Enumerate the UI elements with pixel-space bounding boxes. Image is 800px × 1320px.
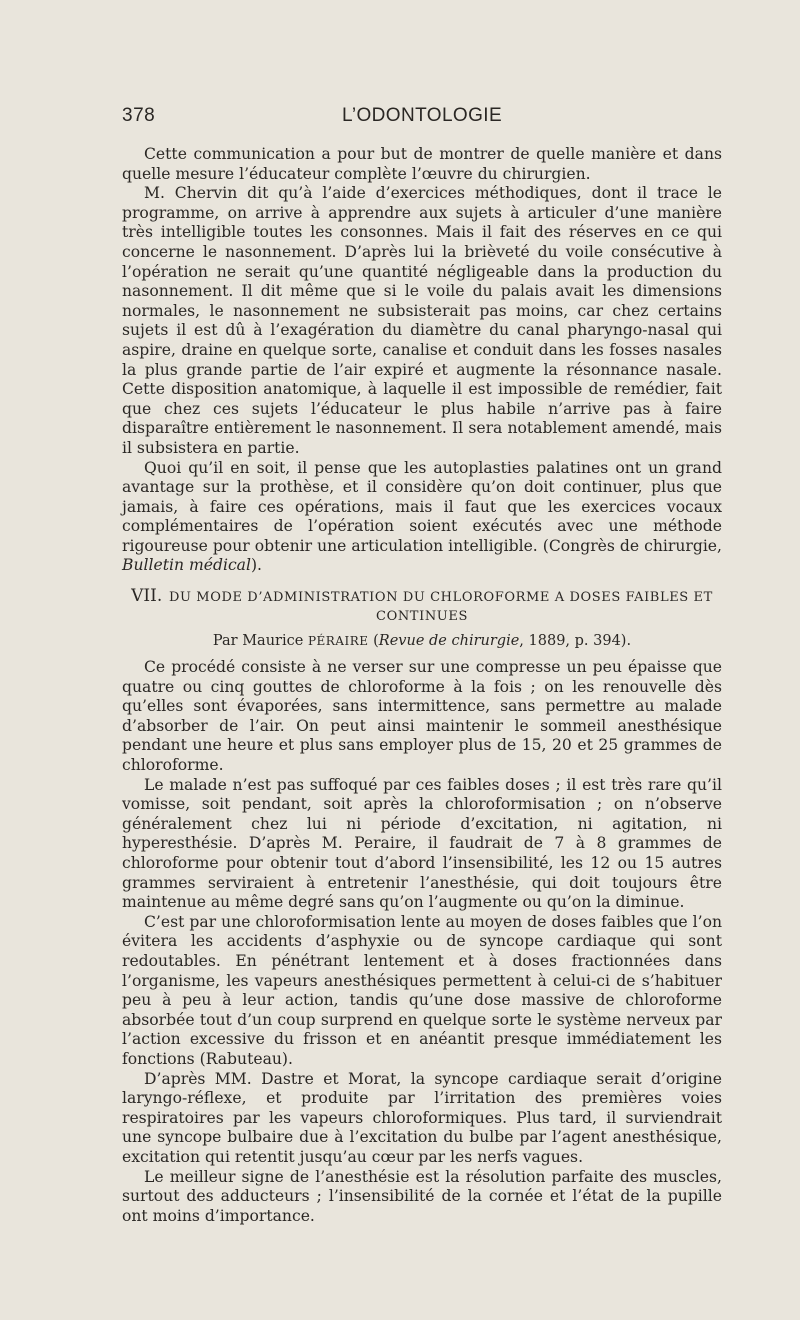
paragraph: [122, 459, 722, 577]
paragraph: Ce procédé consiste à ne verser sur une compresse un peu épaisse que quatre ou cinq gouttes de chloroforme à la fois ; on les renouvelle dès qu’elles sont évaporées, sans intermittence, sans permettre au malade d’absorber de l’air. On peut ainsi maintenir le sommeil anesthésique pendant une heure et plus sans employer plus de 15, 20 et 25 grammes de chloroforme.: [122, 658, 722, 775]
paragraph-text: Quoi qu’il en soit, il pense que les autoplasties palatines ont un grand avantage sur la prothèse, et il considère qu’on doit continuer, plus que jamais, à faire ces opérations, mais il faut que les exercices vocaux complémentaires de l’opération soient exécutés avec une méthode rigoureuse pour obtenir une articulation intelligible. (Congrès de chirurgie,: [122, 458, 722, 555]
article-continuation: [122, 145, 722, 576]
citation-source: Bulletin médical: [122, 556, 251, 575]
byline-open: (: [368, 633, 379, 650]
paragraph: C’est par une chloroformisation lente au moyen de doses faibles que l’on évitera les accidents d’asphyxie ou de syncope cardiaque qui sont redoutables. En pénétrant lentement et à doses fractionnées dans l’organisme, les vapeurs anesthésiques permettent à celui-ci de s’habituer peu à peu à leur action, tandis qu’une dose massive de chloroforme absorbée tout d’un coup surprend en quelque sorte le système nerveux par l’action excessive du frisson et en anéantit presque immédiatement les fonctions (Rabuteau).: [122, 912, 722, 1068]
paragraph: Le malade n’est pas suffoqué par ces faibles doses ; il est très rare qu’il vomisse, soit pendant, soit après la chloroformisation ; on n’observe généralement chez lui ni période d’excitation, ni agitation, ni hyperesthésie. D’après M. Peraire, il faudrait de 7 à 8 grammes de chloroforme pour obtenir tout d’abord l’insensibilité, les 12 ou 15 autres grammes serviraient à entretenir l’anesthésie, qui doit toujours être maintenue au même degré sans qu’on l’augmente ou qu’on la diminue.: [122, 775, 722, 912]
byline-prefix: Par Maurice: [212, 633, 308, 650]
section-title-line2: CONTINUES: [376, 609, 468, 625]
page-number: 378: [122, 105, 156, 126]
section-title-line1: DU MODE D’ADMINISTRATION DU CHLOROFORME A DOSES FAIBLES ET: [168, 590, 713, 606]
page-header: [122, 105, 722, 139]
paragraph-text-end: ).: [250, 556, 263, 575]
byline-ref: , 1889, p. 394).: [519, 633, 632, 650]
section-byline: [122, 630, 722, 652]
paragraph: D’après MM. Dastre et Morat, la syncope cardiaque serait d’origine laryngo-réflexe, et produite par l’irritation des premières voies respiratoires par les vapeurs chloroformiques. Plus tard, il surviendrait une syncope bulbaire due à l’excitation du bulbe par l’agent anesthésique, excitation qui retentit jusqu’au cœur par les nerfs vagues.: [122, 1069, 722, 1166]
paragraph: M. Chervin dit qu’à l’aide d’exercices méthodiques, dont il trace le programme, on arrive à apprendre aux sujets à articuler d’une manière très intelligible toutes les consonnes. Mais il fait des réserves en ce qui concerne le nasonnement. D’après lui la brièveté du voile consécutive à l’opération ne serait qu’une quantité négligeable dans la production du nasonnement. Il dit même que si le voile du palais avait les dimensions normales, le nasonnement ne subsisterait pas moins, car chez certains sujets il est dû à l’exagération du diamètre du canal pharyngo-nasal qui aspire, draine en quelque sorte, canalise et conduit dans les fosses nasales la plus grande partie de l’air expiré et augmente la résonnance nasale. Cette disposition anatomique, à laquelle il est impossible de remédier, fait que chez ces sujets l’éducateur le plus habile n’arrive pas à faire disparaître entièrement le nasonnement. Il sera notablement amendé, mais il subsistera en partie.: [122, 184, 722, 457]
paragraph: Cette communication a pour but de montrer de quelle manière et dans quelle mesure l’éducateur complète l’œuvre du chirurgien.: [122, 145, 722, 183]
section-body: [122, 658, 722, 1226]
section-heading: [122, 586, 722, 608]
running-title: L’ODONTOLOGIE: [341, 105, 503, 126]
byline-journal: Revue de chirurgie: [378, 633, 520, 650]
section-number: VII.: [131, 586, 163, 607]
paragraph: Le meilleur signe de l’anesthésie est la résolution parfaite des muscles, surtout des adducteurs ; l’insensibilité de la cornée et l’état de la pupille ont moins d’importance.: [122, 1167, 722, 1225]
byline-author: PÉRAIRE: [307, 634, 369, 649]
